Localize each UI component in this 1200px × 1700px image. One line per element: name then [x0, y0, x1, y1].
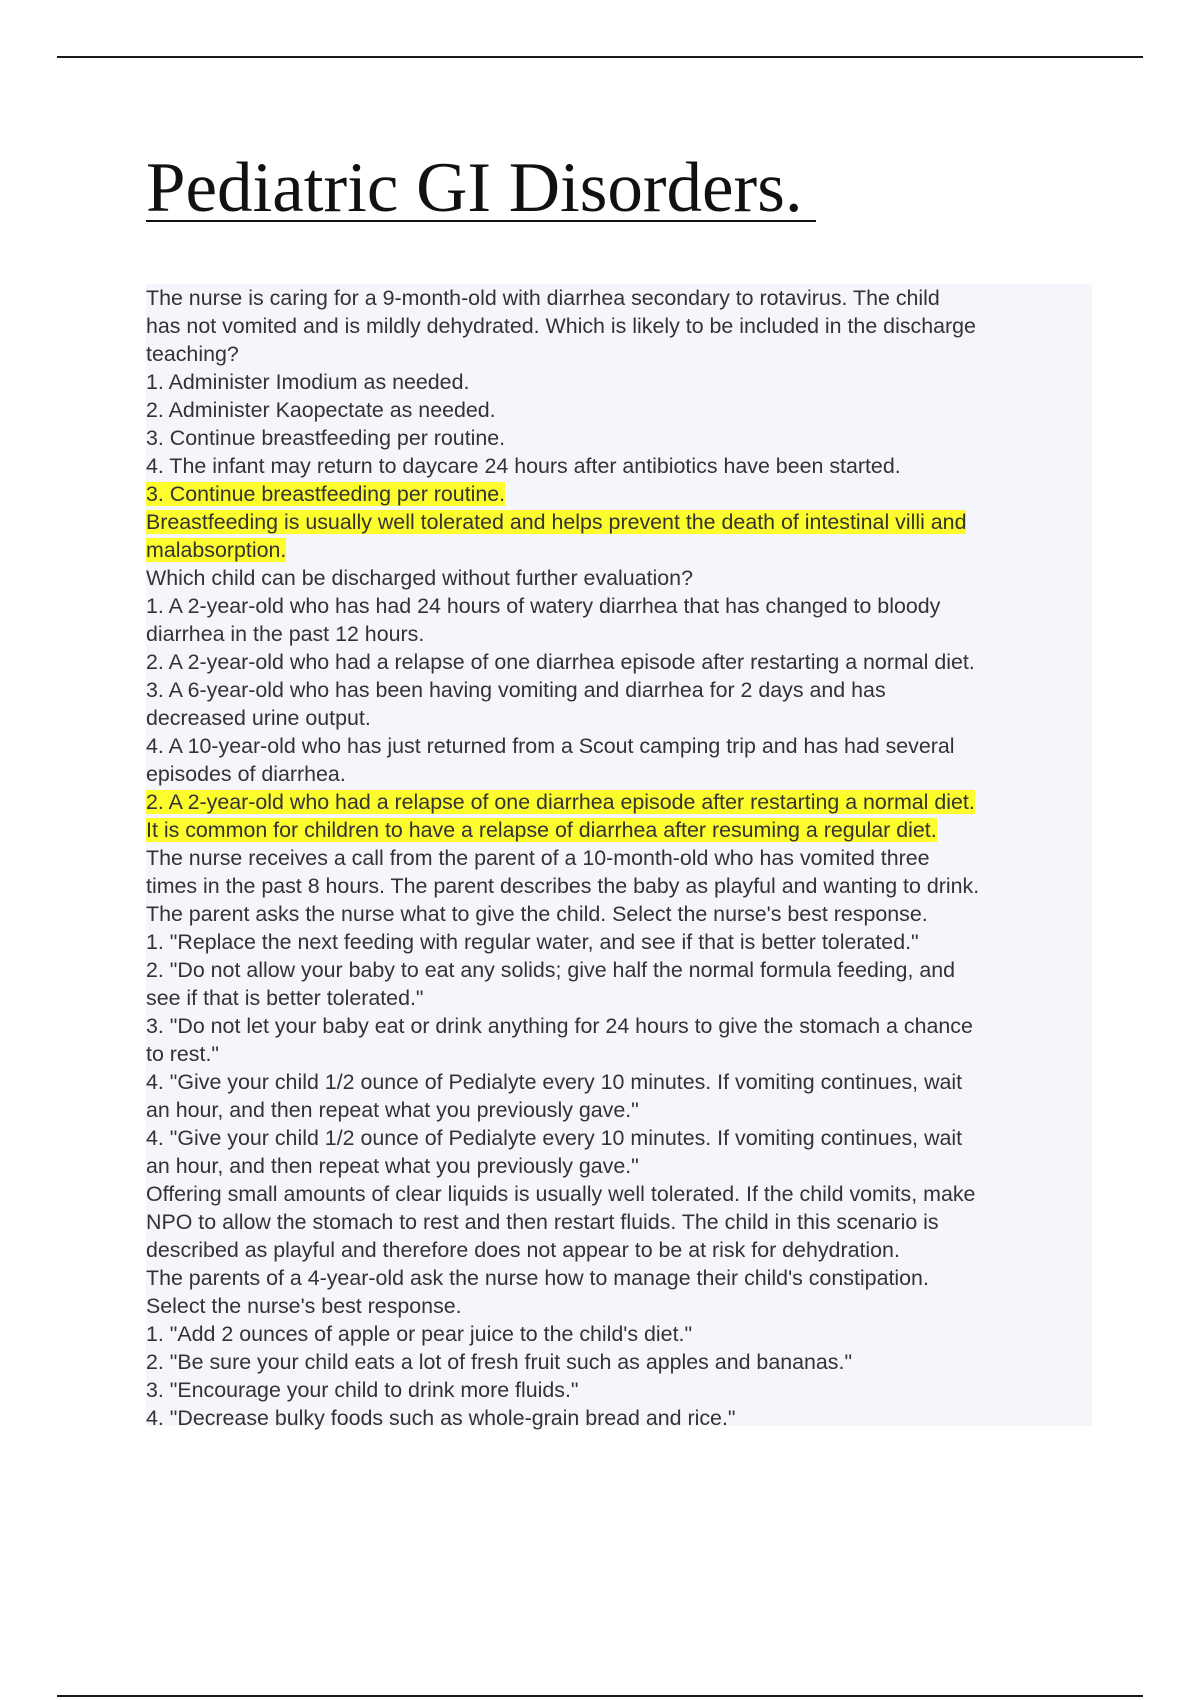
text-line: [146, 1096, 1092, 1124]
text-line-content: 2. "Do not allow your baby to eat any solids; give half the normal formula feeding, and: [146, 958, 956, 982]
text-line: [146, 312, 1092, 340]
text-line: [146, 368, 1092, 396]
text-line: [146, 984, 1092, 1012]
text-line-content: 2. "Be sure your child eats a lot of fresh fruit such as apples and bananas.": [146, 1350, 853, 1374]
text-line: [146, 592, 1092, 620]
text-line: [146, 1068, 1092, 1096]
text-line-content: It is common for children to have a relapse of diarrhea after resuming a regular diet.: [146, 818, 937, 842]
text-line-content: 4. The infant may return to daycare 24 hours after antibiotics have been started.: [146, 454, 901, 478]
text-line: [146, 1012, 1092, 1040]
page-title: Pediatric GI Disorders.: [146, 149, 803, 227]
text-line: [146, 620, 1092, 648]
text-line: [146, 1236, 1092, 1264]
text-line-content: The nurse receives a call from the parent of a 10-month-old who has vomited three: [146, 846, 930, 870]
highlighted-text-line: [146, 508, 1092, 536]
text-line: [146, 1152, 1092, 1180]
text-line-content: 2. Administer Kaopectate as needed.: [146, 398, 496, 422]
text-line-content: Breastfeeding is usually well tolerated and helps prevent the death of intestinal villi and: [146, 510, 967, 534]
text-line-content: 3. A 6-year-old who has been having vomiting and diarrhea for 2 days and has: [146, 678, 886, 702]
text-line: [146, 340, 1092, 368]
highlighted-text-line: [146, 788, 1092, 816]
text-line-content: 1. "Replace the next feeding with regular water, and see if that is better tolerated.": [146, 930, 919, 954]
highlighted-text-line: [146, 536, 1092, 564]
text-line: [146, 1320, 1092, 1348]
text-line-content: 3. "Encourage your child to drink more fluids.": [146, 1378, 579, 1402]
text-line-content: 1. Administer Imodium as needed.: [146, 370, 470, 394]
text-line-content: 1. A 2-year-old who has had 24 hours of watery diarrhea that has changed to bloody: [146, 594, 941, 618]
text-line: [146, 452, 1092, 480]
text-line-content: an hour, and then repeat what you previously gave.": [146, 1154, 639, 1178]
text-line-content: teaching?: [146, 342, 239, 366]
text-line: [146, 1180, 1092, 1208]
text-line: [146, 1040, 1092, 1068]
text-line-content: The parents of a 4-year-old ask the nurse how to manage their child's constipation.: [146, 1266, 929, 1290]
text-line-content: times in the past 8 hours. The parent describes the baby as playful and wanting to drink.: [146, 874, 980, 898]
text-line-content: an hour, and then repeat what you previously gave.": [146, 1098, 639, 1122]
text-line-content: 4. "Give your child 1/2 ounce of Pedialyte every 10 minutes. If vomiting continues, wait: [146, 1126, 963, 1150]
text-line: [146, 704, 1092, 732]
text-line-content: malabsorption.: [146, 538, 287, 562]
text-line: [146, 1264, 1092, 1292]
text-line: [146, 1124, 1092, 1152]
text-line-content: 3. Continue breastfeeding per routine.: [146, 482, 506, 506]
text-line: [146, 844, 1092, 872]
text-line: [146, 1208, 1092, 1236]
highlighted-text-line: [146, 816, 1092, 844]
text-line-content: 4. "Decrease bulky foods such as whole-grain bread and rice.": [146, 1406, 736, 1430]
text-line: [146, 424, 1092, 452]
text-line-content: diarrhea in the past 12 hours.: [146, 622, 425, 646]
text-line-content: to rest.": [146, 1042, 219, 1066]
text-line-content: see if that is better tolerated.": [146, 986, 424, 1010]
document-body: [146, 284, 1092, 1430]
text-line: [146, 760, 1092, 788]
bottom-rule: [57, 1695, 1143, 1697]
text-line: [146, 900, 1092, 928]
text-line: [146, 676, 1092, 704]
top-rule: [57, 56, 1143, 58]
text-line-content: decreased urine output.: [146, 706, 371, 730]
text-line-content: Select the nurse's best response.: [146, 1294, 462, 1318]
text-line-content: Which child can be discharged without further evaluation?: [146, 566, 693, 590]
text-line-content: The parent asks the nurse what to give the child. Select the nurse's best response.: [146, 902, 928, 926]
highlighted-text-line: [146, 480, 1092, 508]
text-line-content: 3. "Do not let your baby eat or drink anything for 24 hours to give the stomach a chance: [146, 1014, 973, 1038]
text-line-content: has not vomited and is mildly dehydrated. Which is likely to be included in the discharge: [146, 314, 976, 338]
text-line: [146, 396, 1092, 424]
text-line: [146, 1348, 1092, 1376]
text-line-content: 2. A 2-year-old who had a relapse of one diarrhea episode after restarting a normal diet.: [146, 790, 975, 814]
text-line: [146, 872, 1092, 900]
text-line-content: 3. Continue breastfeeding per routine.: [146, 426, 506, 450]
text-line-content: 4. "Give your child 1/2 ounce of Pedialyte every 10 minutes. If vomiting continues, wait: [146, 1070, 963, 1094]
text-line-content: The nurse is caring for a 9-month-old with diarrhea secondary to rotavirus. The child: [146, 286, 940, 310]
text-line-content: Offering small amounts of clear liquids is usually well tolerated. If the child vomits, make: [146, 1182, 976, 1206]
title-underline: [146, 220, 816, 222]
text-line: [146, 1404, 1092, 1432]
text-line: [146, 284, 1092, 312]
text-line-content: 2. A 2-year-old who had a relapse of one diarrhea episode after restarting a normal diet.: [146, 650, 975, 674]
text-line-content: NPO to allow the stomach to rest and then restart fluids. The child in this scenario is: [146, 1210, 939, 1234]
text-line: [146, 1376, 1092, 1404]
text-line: [146, 564, 1092, 592]
text-line-content: described as playful and therefore does not appear to be at risk for dehydration.: [146, 1238, 900, 1262]
text-line-content: 1. "Add 2 ounces of apple or pear juice to the child's diet.": [146, 1322, 693, 1346]
text-line: [146, 648, 1092, 676]
text-line: [146, 928, 1092, 956]
text-line: [146, 1292, 1092, 1320]
text-line-content: 4. A 10-year-old who has just returned from a Scout camping trip and has had several: [146, 734, 955, 758]
text-line-content: episodes of diarrhea.: [146, 762, 346, 786]
text-line: [146, 956, 1092, 984]
text-line: [146, 732, 1092, 760]
